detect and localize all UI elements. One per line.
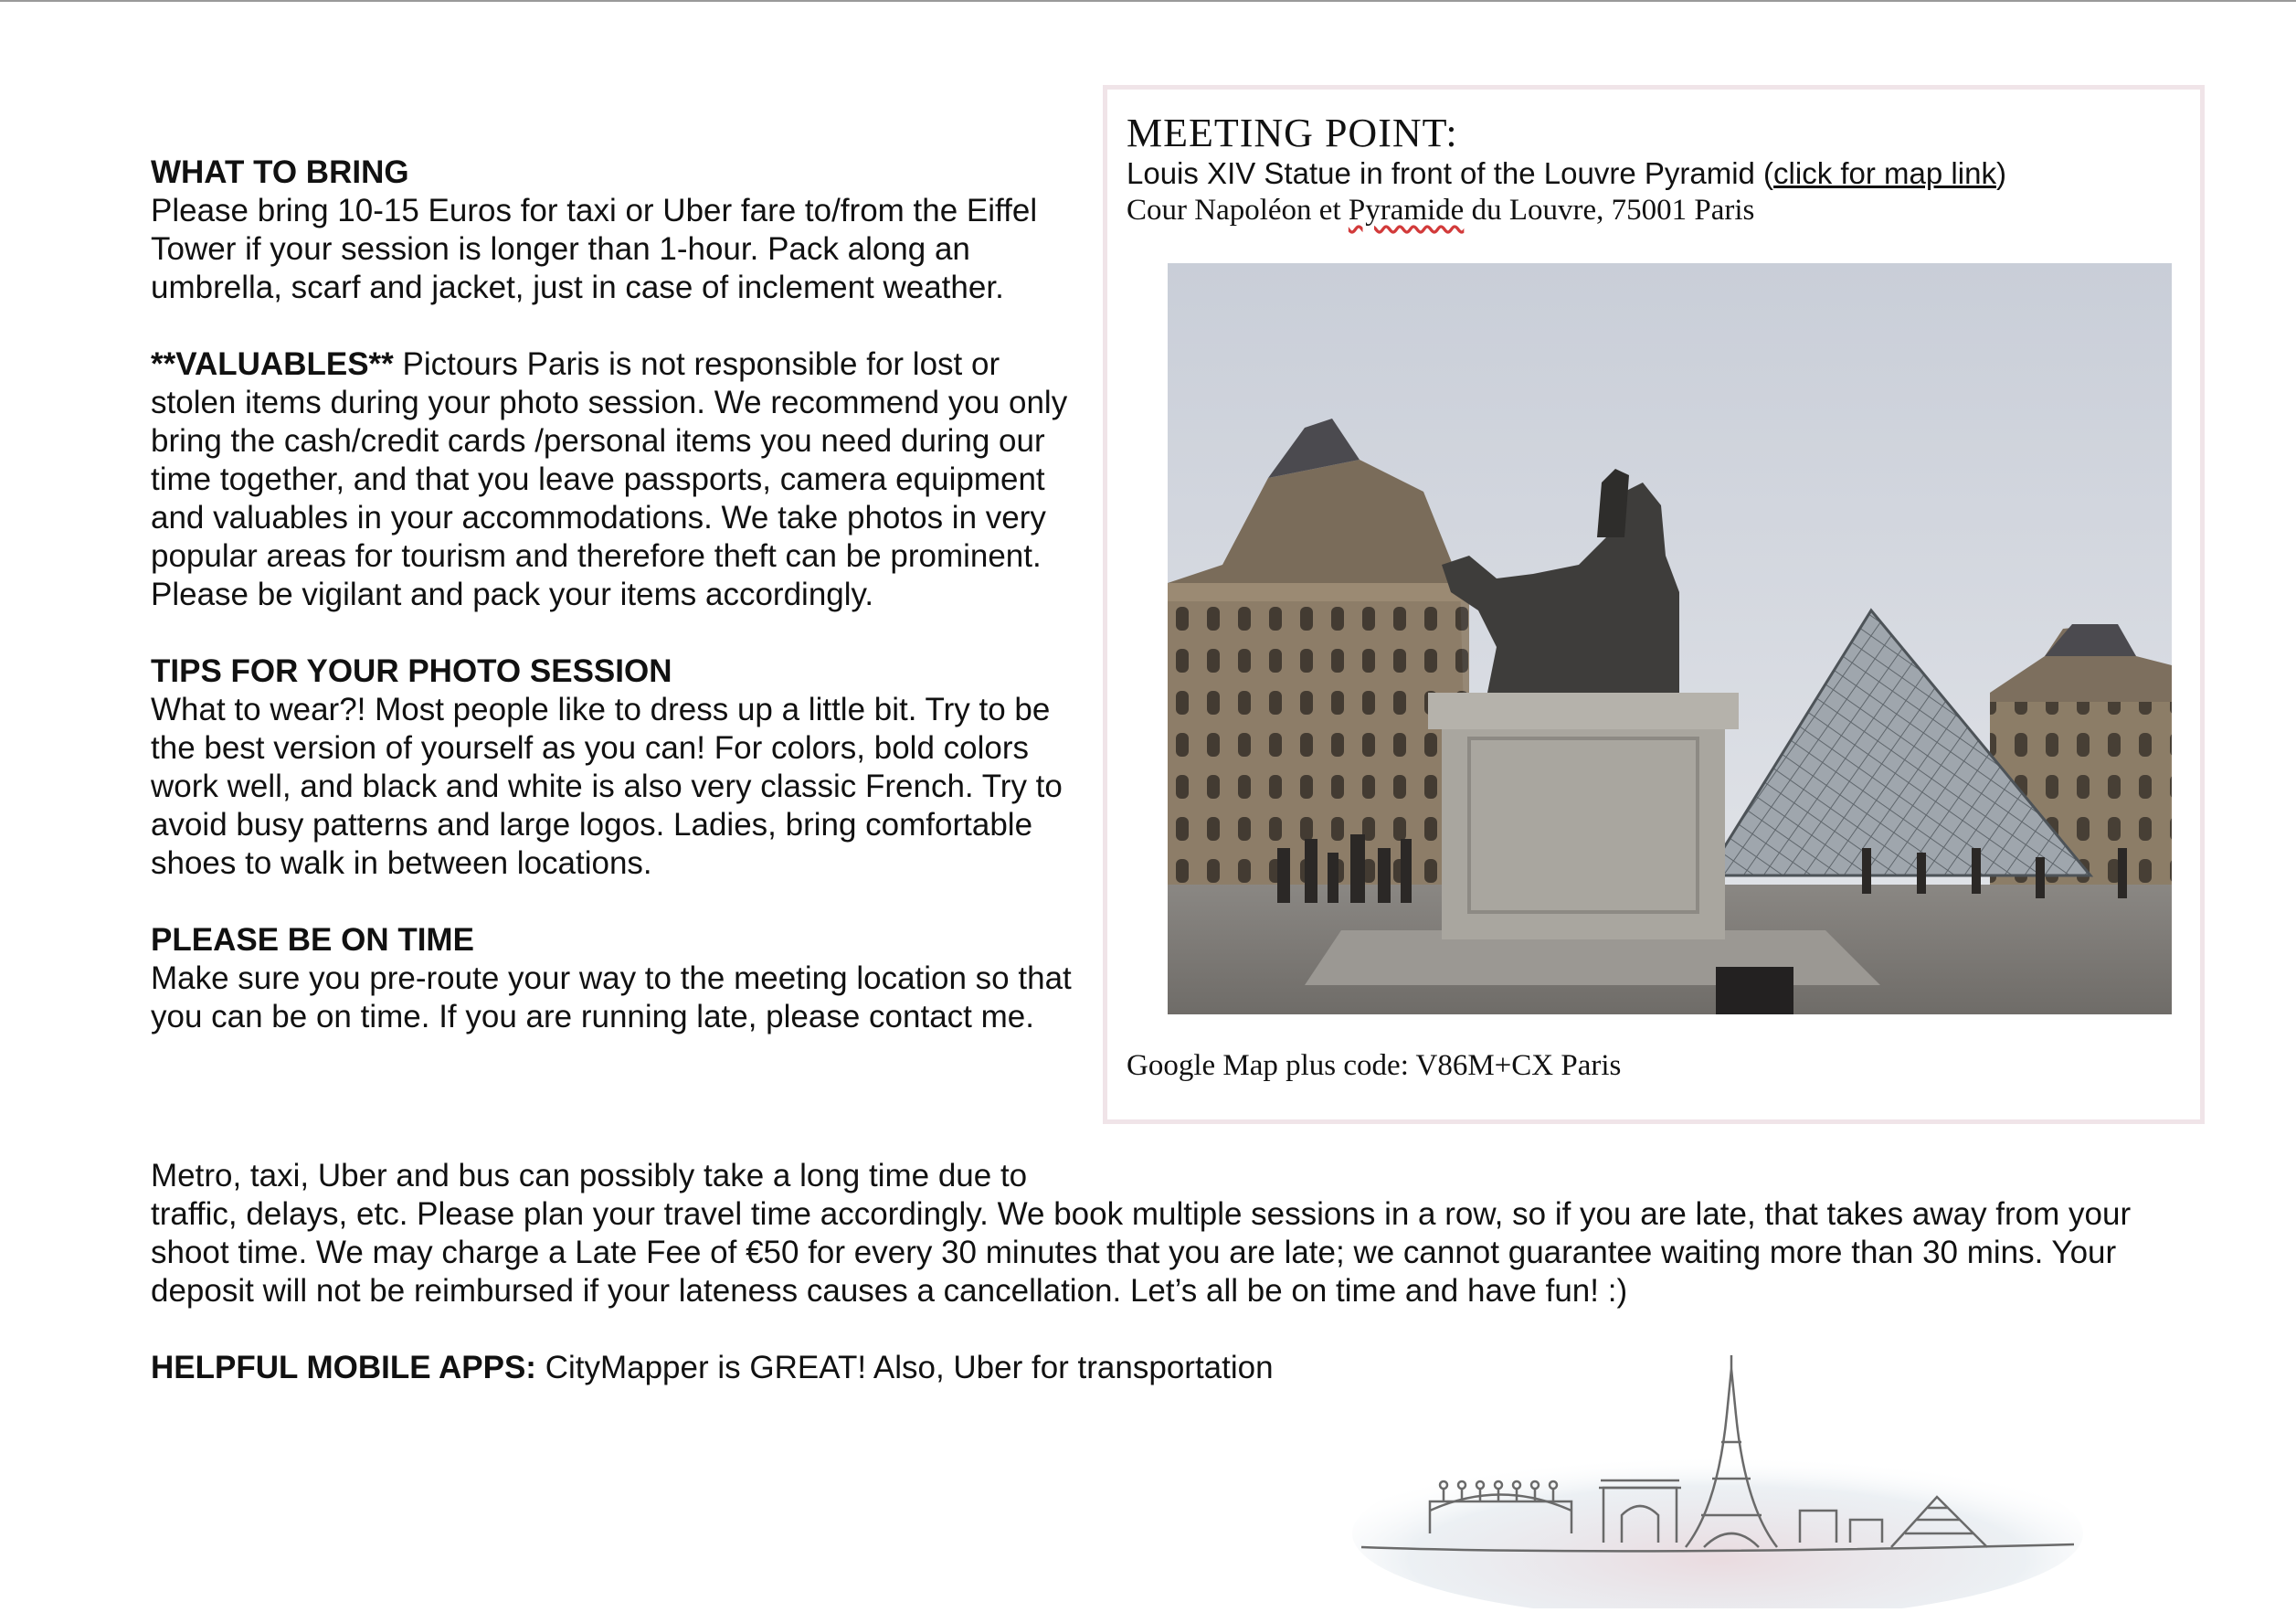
tips-heading: TIPS FOR YOUR PHOTO SESSION bbox=[151, 653, 672, 689]
valuables-text: Pictours Paris is not responsible for lost or stolen items during your photo session. We recommend you only bring the cash/credit cards /personal items you need during our time together, and that you leave passports, camera equipment and valuables in your accommodations. We take photos in very popular areas for tourism and therefore theft can be prominent. Please be vigilant and pack your items accordingly. bbox=[151, 346, 1068, 612]
lateness-text-rest: traffic, delays, etc. Please plan your travel time accordingly. We book multiple sessions in a row, so if you are late, that takes away from your shoot time. We may charge a Late Fee of €50 for every 30 minutes that you are late; we cannot guarantee waiting more than 30 mins. Your deposit will not be reimbursed if your lateness causes a cancellation. Let’s all be on time and have fun! :) bbox=[151, 1196, 2132, 1309]
what-to-bring-text: Please bring 10-15 Euros for taxi or Uber fare to/from the Eiffel Tower if your session is longer than 1-hour. Pack along an umbrella, scarf and jacket, just in case of inclement weather. bbox=[151, 193, 1038, 305]
on-time-text: Make sure you pre-route your way to the meeting location so that you can be on time. If you are running late, please contact me. bbox=[151, 960, 1072, 1034]
valuables-heading: **VALUABLES** bbox=[151, 346, 394, 382]
louvre-photo bbox=[1168, 263, 2172, 1014]
address-part2: du Louvre, 75001 Paris bbox=[1464, 194, 1755, 227]
plus-code: Google Map plus code: V86M+CX Paris bbox=[1127, 1049, 1622, 1082]
tips-section bbox=[151, 652, 1078, 883]
meeting-address bbox=[1127, 192, 1754, 228]
what-to-bring-section bbox=[151, 154, 1078, 307]
tips-text: What to wear?! Most people like to dress up a little bit. Try to be the best version of yourself as you can! For colors, bold colors work well, and black and white is also very classic French. Try to avoid busy patterns and large logos. Ladies, bring comfortable shoes to walk in between locations. bbox=[151, 692, 1063, 881]
what-to-bring-heading: WHAT TO BRING bbox=[151, 154, 409, 190]
address-part1: Cour Napoléon et bbox=[1127, 194, 1349, 227]
meeting-location-prefix: Louis XIV Statue in front of the Louvre Pyramid ( bbox=[1127, 156, 1774, 190]
paris-skyline-illustration bbox=[1343, 1351, 2092, 1608]
lateness-paragraph bbox=[151, 1157, 2206, 1310]
left-column bbox=[151, 154, 1078, 1075]
top-divider bbox=[0, 0, 2296, 2]
address-misspelled-word: Pyramide bbox=[1348, 194, 1465, 227]
lateness-text-line1: Metro, taxi, Uber and bus can possibly take a long time due to bbox=[151, 1158, 1028, 1193]
apps-heading: HELPFUL MOBILE APPS: bbox=[151, 1350, 536, 1385]
on-time-heading: PLEASE BE ON TIME bbox=[151, 922, 474, 958]
map-link[interactable]: click for map link bbox=[1773, 156, 1996, 190]
on-time-section bbox=[151, 921, 1078, 1036]
apps-text: CityMapper is GREAT! Also, Uber for transportation bbox=[535, 1350, 1274, 1385]
meeting-location-suffix: ) bbox=[1995, 156, 2006, 190]
meeting-location bbox=[1127, 155, 2006, 192]
valuables-section bbox=[151, 345, 1078, 614]
meeting-point-title: MEETING POINT: bbox=[1127, 111, 1458, 155]
meeting-point-box bbox=[1103, 85, 2205, 1124]
